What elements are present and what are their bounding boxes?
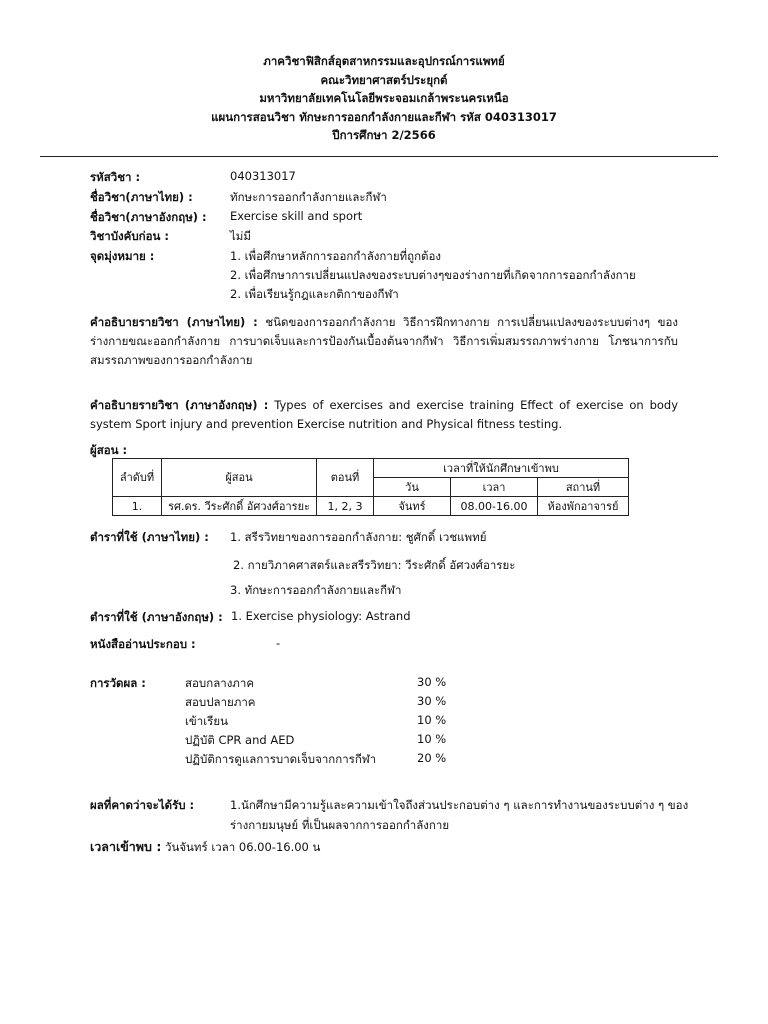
header-divider: [40, 156, 718, 157]
assessment-percent: 10 %: [417, 713, 447, 727]
description-english-text: Types of exercises and exercise training Effect of exercise on body system Sport injury and prevention Exercise nutrition and Physical fitness testing.: [90, 398, 679, 431]
textbook-item: 1. Exercise physiology: Astrand: [231, 609, 411, 623]
instructors-label: ผู้สอน :: [90, 443, 128, 457]
plan-title: แผนการสอนวิชา ทักษะการออกกำลังกายและกีฬา รหัส 040313017: [211, 109, 557, 124]
course-name-en-value: Exercise skill and sport: [230, 209, 363, 223]
textbooks-english-label: ตำราที่ใช้ (ภาษาอังกฤษ) :: [90, 610, 223, 624]
faculty-name: คณะวิทยาศาสตร์ประยุกต์: [320, 72, 448, 87]
textbook-item: 1. สรีรวิทยาของการออกกำลังกาย: ชูศักดิ์ เวชแพทย์: [230, 530, 487, 544]
assessment-percent: 10 %: [417, 732, 447, 746]
assessment-item: สอบกลางภาค: [185, 676, 255, 690]
university-name: มหาวิทยาลัยเทคโนโลยีพระจอมเกล้าพระนครเหนือ: [259, 91, 509, 105]
assessment-percent: 30 %: [417, 694, 447, 708]
header-place: สถานที่: [538, 478, 629, 497]
textbook-item: 3. ทักษะการออกกำลังกายและกีฬา: [230, 583, 402, 597]
extra-reading-value: -: [276, 636, 281, 650]
table-row: [113, 497, 629, 516]
prerequisite-value: ไม่มี: [230, 229, 251, 243]
assessment-percent: 30 %: [417, 675, 447, 689]
extra-reading-label: หนังสืออ่านประกอบ :: [90, 637, 196, 651]
cell-time: 08.00-16.00: [451, 497, 538, 516]
academic-year: ปีการศึกษา 2/2566: [332, 128, 436, 142]
course-name-th-value: ทักษะการออกกำลังกายและกีฬา: [230, 190, 387, 204]
assessment-percent: 20 %: [417, 751, 447, 765]
header-day: วัน: [374, 478, 451, 497]
meeting-time-label: เวลาเข้าพบ :: [90, 839, 162, 854]
description-thai-text: ชนิดของการออกกำลังกาย วิธีการฝึกทางกาย การเปลี่ยนแปลงของระบบต่างๆ ของร่างกายขณะออกกำลังกาย การบาดเจ็บและการป้องกันเบื้องต้นจากกีฬา วิธีการเพิ่มสมรรถภาพร่างกาย โภชนาการกับสมรรถภาพของการออกกำลังกาย: [90, 315, 678, 367]
instructor-table: [112, 458, 629, 516]
assessment-item: ปฏิบัติการดูแลการบาดเจ็บจากการกีฬา: [185, 752, 377, 766]
header-section: ตอนที่: [317, 459, 374, 497]
assessment-label: การวัดผล :: [90, 676, 146, 690]
prerequisite-label: วิชาบังคับก่อน :: [90, 229, 169, 243]
course-name-th-label: ชื่อวิชา(ภาษาไทย) :: [90, 190, 193, 204]
assessment-item: ปฏิบัติ CPR and AED: [185, 733, 295, 747]
header-no: ลำดับที่: [113, 459, 162, 497]
description-thai-label: คำอธิบายรายวิชา (ภาษาไทย) :: [90, 315, 258, 329]
department-name: ภาควิชาฟิสิกส์อุตสาหกรรมและอุปกรณ์การแพทย์: [263, 54, 505, 68]
expected-outcome-line: 1.นักศึกษามีความรู้และความเข้าใจถึงส่วนประกอบต่าง ๆ และการทำงานของระบบต่าง ๆ ของ: [230, 798, 689, 812]
meeting-time-value: วันจันทร์ เวลา 06.00-16.00 น: [165, 840, 321, 854]
cell-section: 1, 2, 3: [317, 497, 374, 516]
description-english: [90, 396, 678, 434]
course-code-value: 040313017: [230, 169, 296, 183]
assessment-item: สอบปลายภาค: [185, 695, 256, 709]
assessment-item: เข้าเรียน: [185, 714, 228, 728]
expected-outcome-label: ผลที่คาดว่าจะได้รับ :: [90, 798, 195, 812]
objective-label: จุดมุ่งหมาย :: [90, 249, 155, 263]
table-header-row: [113, 459, 629, 478]
cell-place: ห้องพักอาจารย์: [538, 497, 629, 516]
expected-outcome-line: ร่างกายมนุษย์ ที่เป็นผลจากการออกกำลังกาย: [230, 818, 450, 832]
cell-instructor: รศ.ดร. วีระศักดิ์ อัศวงศ์อารยะ: [162, 497, 317, 516]
course-code-label: รหัสวิชา :: [90, 170, 141, 184]
header-meeting-time: เวลาที่ให้นักศึกษาเข้าพบ: [374, 459, 629, 478]
textbook-item: 2. กายวิภาคศาสตร์และสรีรวิทยา: วีระศักดิ์ อัศวงศ์อารยะ: [233, 558, 516, 572]
objective-item: 2. เพื่อเรียนรู้กฎและกติกาของกีฬา: [230, 287, 399, 301]
course-name-en-label: ชื่อวิชา(ภาษาอังกฤษ) :: [90, 210, 207, 224]
document-header: [0, 52, 768, 145]
meeting-time: [90, 837, 320, 857]
cell-no: 1.: [113, 497, 162, 516]
textbooks-thai-label: ตำราที่ใช้ (ภาษาไทย) :: [90, 530, 209, 544]
objective-item: 2. เพื่อศึกษาการเปลี่ยนแปลงของระบบต่างๆของร่างกายที่เกิดจากการออกกำลังกาย: [230, 268, 636, 282]
objective-item: 1. เพื่อศึกษาหลักการออกกำลังกายที่ถูกต้อง: [230, 249, 442, 263]
header-instructor: ผู้สอน: [162, 459, 317, 497]
description-english-label: คำอธิบายรายวิชา (ภาษาอังกฤษ) :: [90, 398, 269, 412]
cell-day: จันทร์: [374, 497, 451, 516]
header-time: เวลา: [451, 478, 538, 497]
description-thai: [90, 313, 678, 370]
